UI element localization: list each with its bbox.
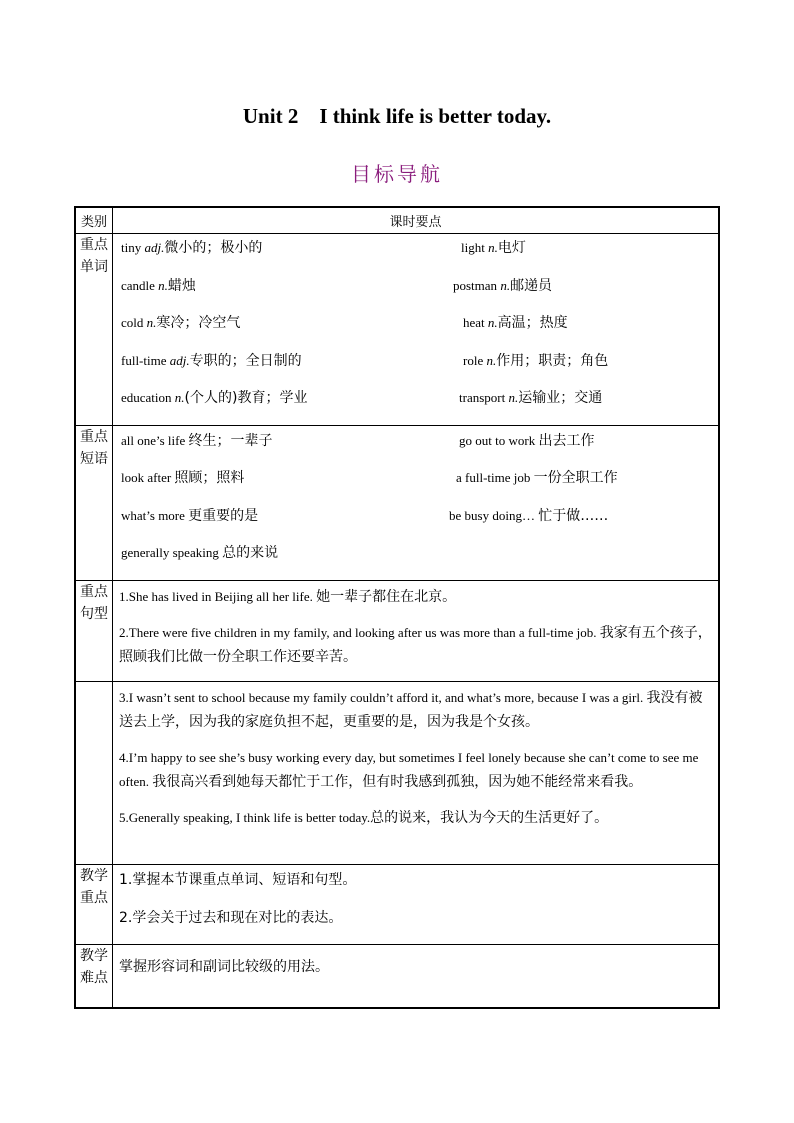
phrases-row (75, 425, 719, 580)
sentences-row-1 (75, 580, 719, 681)
lesson-table (74, 206, 720, 1009)
words-category: 重点单词 (75, 234, 113, 426)
word-pair: candle n.蜡烛 postman n.邮递员 (121, 277, 553, 294)
focus-item: 1.掌握本节课重点单词、短语和句型。 (119, 871, 357, 888)
phrase-pair: look after 照顾；照料 a full-time job 一份全职工作 (121, 470, 618, 486)
phrase-pair: what’s more 更重要的是 be busy doing… 忙于做…… (121, 507, 609, 524)
difficulty-category: 教学难点 (75, 944, 113, 1008)
word-pair: tiny adj.微小的；极小的 light n.电灯 (121, 240, 526, 256)
difficulty-row (75, 944, 719, 1008)
sentences-category: 重点句型 (75, 580, 113, 681)
sentences-row-2 (75, 681, 719, 864)
word-pair: cold n.寒冷；冷空气 heat n.高温；热度 (121, 315, 568, 331)
focus-row (75, 864, 719, 944)
focus-item: 2.学会关于过去和现在对比的表达。 (119, 909, 343, 926)
sentence-item: 4.I’m happy to see she’s busy working every day, but sometimes I feel lonely because she can’t come to see me often. 我很高兴看到她每天都忙于工作，但有时我感到孤独，因为她不能经常来看我。 (119, 749, 699, 790)
header-category: 类别 (75, 207, 113, 234)
word-pair: education n.(个人的)教育；学业 transport n.运输业；交通 (121, 390, 603, 406)
word-pair: full-time adj.专职的；全日制的 role n.作用；职责；角色 (121, 352, 609, 369)
sentence-item: 5.Generally speaking, I think life is better today.总的说来，我认为今天的生活更好了。 (119, 809, 609, 826)
table-header-row (75, 207, 719, 234)
page-title: Unit 2 I think life is better today. (242, 104, 552, 128)
sentence-item: 1.She has lived in Beijing all her life. 她一辈子都住在北京。 (119, 588, 457, 605)
phrases-category: 重点短语 (75, 425, 113, 580)
section-subtitle: 目标导航 (351, 162, 443, 186)
sentence-item: 3.I wasn’t sent to school because my family couldn’t afford it, and what’s more, because I was a girl. 我没有被送去上学，因为我的家庭负担不起，更重要的是，因为我是个女孩。 (119, 689, 703, 730)
words-row (75, 234, 719, 426)
sentence-item: 2.There were five children in my family, and looking after us was more than a full-time job. 我家有五个孩子，照顾我们比做一份全职工作还要辛苦。 (119, 624, 712, 665)
phrase-pair: all one’s life 终生；一辈子 go out to work 出去工作 (121, 432, 595, 449)
header-content: 课时要点 (113, 207, 720, 234)
focus-category: 教学重点 (75, 864, 113, 944)
difficulty-item: 掌握形容词和副词比较级的用法。 (119, 958, 329, 975)
phrase-pair: generally speaking 总的来说 (121, 545, 279, 561)
